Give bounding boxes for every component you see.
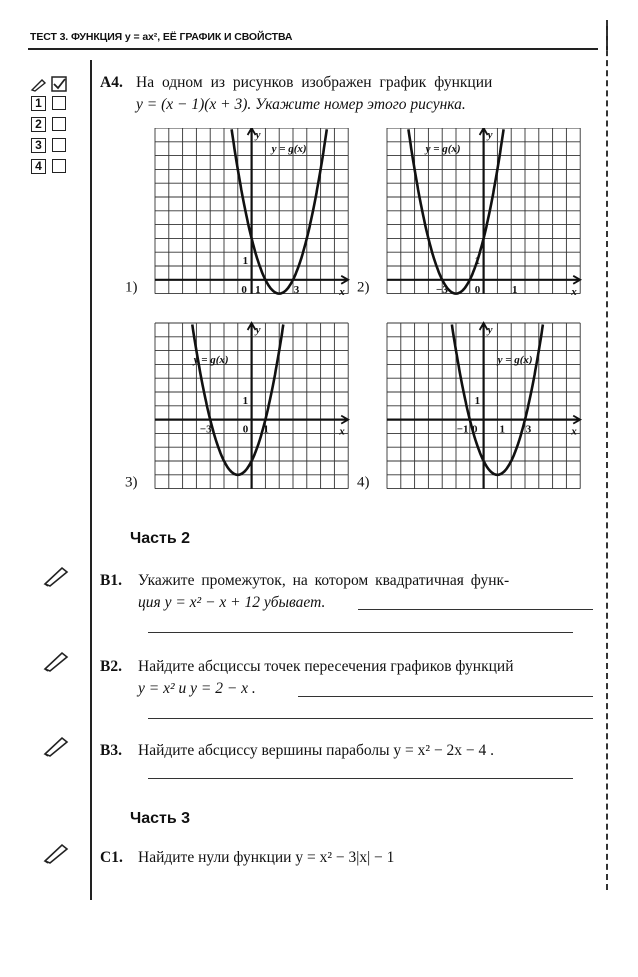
y-tick-label: 1 — [242, 394, 249, 407]
x-tick-label: −3 — [199, 423, 212, 436]
answer-line[interactable] — [148, 778, 573, 779]
x-axis-label: x — [571, 285, 577, 298]
cut-line — [606, 20, 608, 890]
x-axis-label: x — [339, 285, 345, 298]
y-axis-label: y — [487, 324, 493, 336]
pencil-icon — [42, 842, 70, 864]
question-text: y = x² и y = 2 − x . — [138, 680, 256, 697]
y-tick-label: 1 — [474, 394, 481, 407]
part-2-title: Часть 2 — [130, 530, 191, 547]
graph-number-label: 1) — [125, 279, 138, 296]
question-number: B2. — [100, 658, 122, 675]
x-axis-label: x — [339, 425, 345, 438]
answer-checkbox[interactable] — [52, 96, 66, 110]
graph-number-label: 2) — [357, 279, 370, 296]
question-text: Укажите промежуток, на котором квадратичная функ- — [138, 572, 510, 589]
x-axis-label: x — [571, 425, 577, 438]
question-b2 — [100, 656, 122, 677]
answer-checkbox[interactable] — [52, 138, 66, 152]
x-tick-label: −1 — [456, 423, 469, 436]
question-b3 — [100, 740, 122, 761]
x-tick-label: 1 — [263, 423, 269, 436]
answer-checkbox[interactable] — [52, 117, 66, 131]
graph-number-label: 3) — [125, 474, 138, 491]
x-tick-label: 0 — [241, 283, 247, 296]
pencil-icon — [42, 565, 70, 587]
answer-line[interactable] — [148, 718, 593, 719]
pencil-icon — [42, 735, 70, 757]
y-axis-label: y — [255, 324, 261, 336]
option-number: 2 — [31, 117, 46, 132]
x-tick-label: 0 — [471, 423, 478, 436]
function-label: y = g(x) — [497, 354, 533, 366]
x-tick-label: 0 — [474, 283, 481, 296]
question-number: C1. — [100, 849, 123, 866]
question-text: Найдите абсциссы точек пересечения графиков функций — [138, 658, 514, 675]
y-axis-label: y — [487, 129, 493, 141]
question-text: y = (x − 1)(x + 3). Укажите номер этого рисунка. — [136, 96, 466, 113]
graph-number-label: 4) — [357, 474, 370, 491]
pencil-check-icon — [30, 76, 86, 92]
graphs-svg — [105, 128, 595, 518]
x-tick-label: 0 — [242, 423, 249, 436]
question-text: Найдите абсциссу вершины параболы y = x² − 2x − 4 . — [138, 742, 495, 759]
question-text: ция y = x² − x + 12 убывает. — [138, 594, 326, 611]
x-tick-label: 1 — [255, 283, 261, 296]
x-tick-label: 3 — [525, 423, 532, 436]
answer-checkbox[interactable] — [52, 159, 66, 173]
page-header: ТЕСТ 3. ФУНКЦИЯ y = ax², ЕЁ ГРАФИК И СВОЙСТВА — [30, 31, 293, 43]
answer-line[interactable] — [148, 632, 573, 633]
x-tick-label: 1 — [511, 283, 518, 296]
question-c1 — [100, 847, 123, 868]
function-label: y = g(x) — [271, 143, 307, 155]
margin-divider — [90, 60, 92, 900]
x-tick-label: 1 — [499, 423, 506, 436]
y-axis-label: y — [255, 129, 261, 141]
header-divider — [28, 48, 598, 50]
option-number: 4 — [31, 159, 46, 174]
answer-key — [30, 76, 86, 97]
answer-line[interactable] — [298, 696, 593, 697]
y-tick-label: 1 — [242, 255, 249, 267]
question-number: B3. — [100, 742, 122, 759]
answer-line[interactable] — [358, 609, 593, 610]
function-label: y = g(x) — [193, 354, 229, 366]
question-number: A4. — [100, 74, 123, 91]
question-a4 — [100, 72, 123, 93]
question-text: На одном из рисунков изображен график функции — [136, 74, 493, 91]
question-text: Найдите нули функции y = x² − 3|x| − 1 — [138, 849, 395, 866]
option-number: 1 — [31, 96, 46, 111]
x-tick-label: 3 — [293, 283, 300, 296]
part-3-title: Часть 3 — [130, 810, 191, 827]
x-tick-label: −3 — [436, 283, 448, 296]
question-number: B1. — [100, 572, 122, 589]
option-number: 3 — [31, 138, 46, 153]
question-b1 — [100, 570, 122, 591]
function-label: y = g(x) — [425, 143, 461, 155]
pencil-icon — [42, 650, 70, 672]
y-tick-label: 1 — [474, 255, 481, 267]
graphs-panel — [105, 128, 595, 518]
